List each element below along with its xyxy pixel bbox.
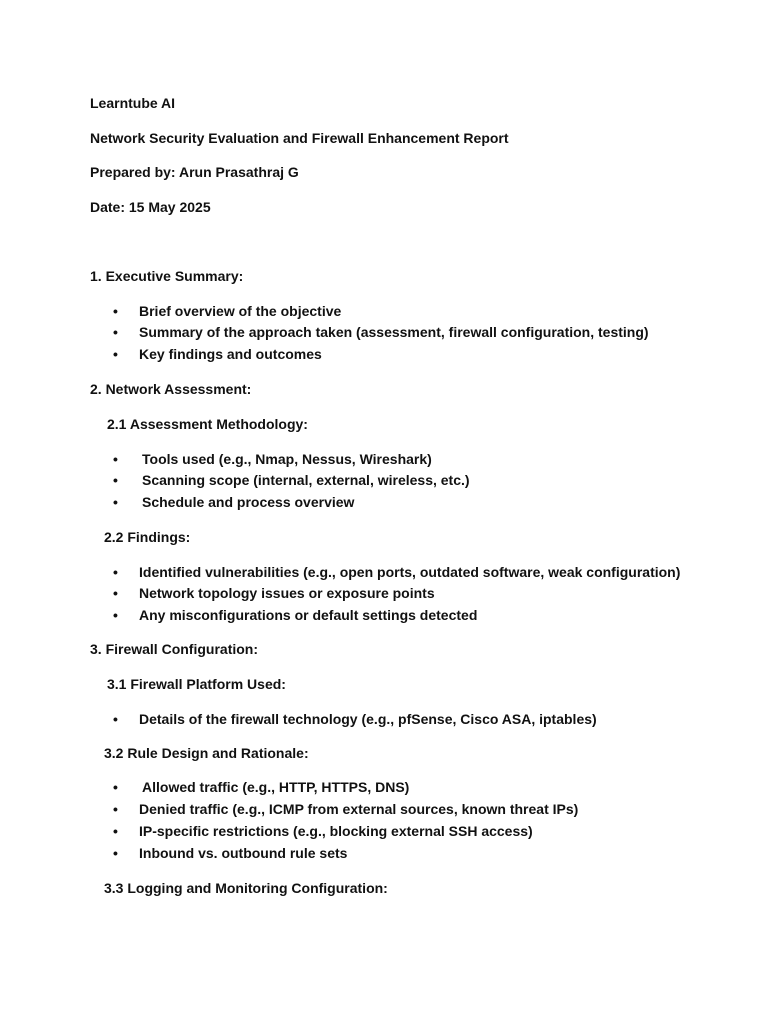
list-item-text: Brief overview of the objective: [139, 303, 342, 319]
bullet-icon: •: [113, 607, 118, 623]
list-item-text: Summary of the approach taken (assessment, firewall configuration, testing): [139, 324, 649, 340]
list-item-text: Key findings and outcomes: [139, 346, 322, 362]
list-item-text: Any misconfigurations or default settings detected: [139, 607, 478, 623]
section-heading-network-assessment: 2. Network Assessment:: [90, 381, 252, 397]
bullet-icon: •: [113, 346, 118, 362]
bullet-icon: •: [113, 801, 118, 817]
list-item-text: IP-specific restrictions (e.g., blocking external SSH access): [139, 823, 533, 839]
bullet-icon: •: [113, 451, 118, 467]
bullet-icon: •: [113, 494, 118, 510]
list-item-text: Schedule and process overview: [142, 494, 355, 510]
section-heading-executive-summary: 1. Executive Summary:: [90, 268, 244, 284]
list-item-text: Allowed traffic (e.g., HTTP, HTTPS, DNS): [142, 779, 410, 795]
company-name: Learntube AI: [90, 95, 176, 111]
bullet-icon: •: [113, 472, 118, 488]
subsection-heading-findings: 2.2 Findings:: [104, 529, 191, 545]
list-item-text: Scanning scope (internal, external, wireless, etc.): [142, 472, 470, 488]
subsection-heading-assessment-methodology: 2.1 Assessment Methodology:: [107, 416, 308, 432]
bullet-icon: •: [113, 324, 118, 340]
subsection-heading-logging-monitoring: 3.3 Logging and Monitoring Configuration:: [104, 880, 388, 896]
list-item-text: Details of the firewall technology (e.g., pfSense, Cisco ASA, iptables): [139, 711, 597, 727]
list-item-text: Denied traffic (e.g., ICMP from external sources, known threat IPs): [139, 801, 579, 817]
list-item-text: Tools used (e.g., Nmap, Nessus, Wireshark): [142, 451, 432, 467]
bullet-icon: •: [113, 585, 118, 601]
list-item-text: Network topology issues or exposure points: [139, 585, 435, 601]
bullet-icon: •: [113, 303, 118, 319]
bullet-icon: •: [113, 564, 118, 580]
report-title: Network Security Evaluation and Firewall Enhancement Report: [90, 130, 509, 146]
subsection-heading-firewall-platform: 3.1 Firewall Platform Used:: [107, 676, 286, 692]
prepared-by: Prepared by: Arun Prasathraj G: [90, 164, 299, 180]
report-date: Date: 15 May 2025: [90, 199, 211, 215]
bullet-icon: •: [113, 711, 118, 727]
subsection-heading-rule-design: 3.2 Rule Design and Rationale:: [104, 745, 309, 761]
bullet-icon: •: [113, 823, 118, 839]
bullet-icon: •: [113, 779, 118, 795]
section-heading-firewall-configuration: 3. Firewall Configuration:: [90, 641, 259, 657]
list-item-text: Identified vulnerabilities (e.g., open ports, outdated software, weak configuration): [139, 564, 681, 580]
list-item-text: Inbound vs. outbound rule sets: [139, 845, 348, 861]
bullet-icon: •: [113, 845, 118, 861]
